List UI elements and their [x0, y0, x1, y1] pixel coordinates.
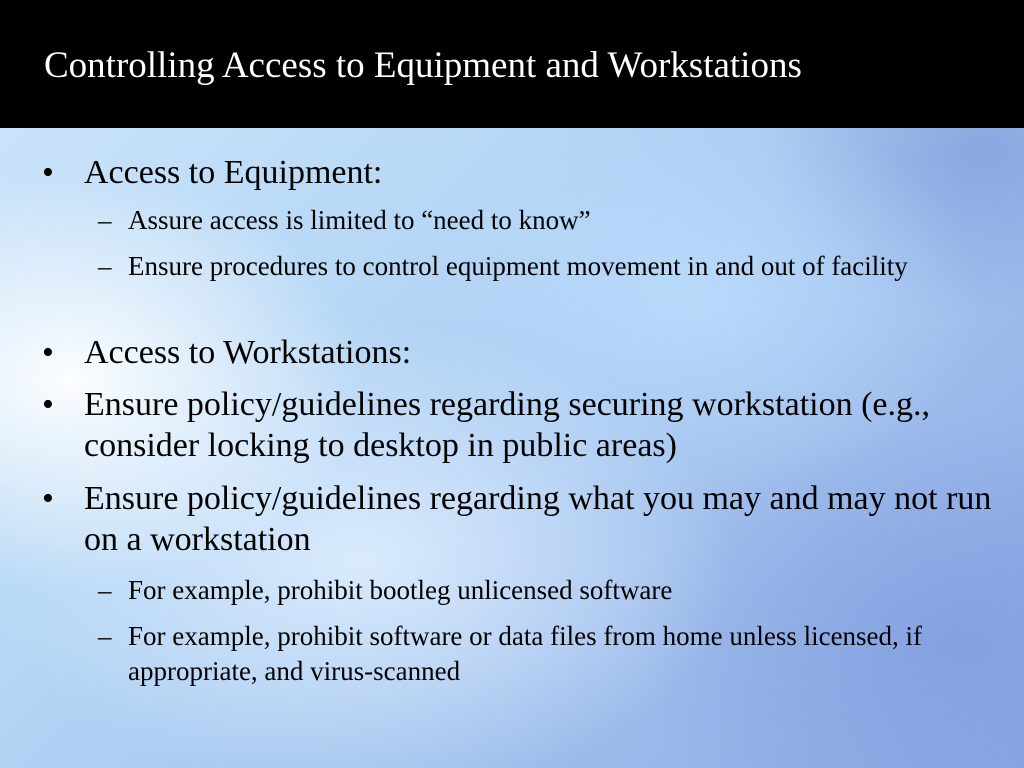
- bullet-marker: •: [42, 154, 54, 191]
- sub-bullet-text: Assure access is limited to “need to know”: [128, 205, 591, 235]
- sub-bullet-marker: –: [98, 251, 112, 281]
- sub-bullet-text: For example, prohibit bootleg unlicensed software: [128, 575, 673, 605]
- bullet-marker: •: [42, 480, 54, 517]
- bullet-text: Access to Equipment:: [84, 154, 383, 191]
- bullet-what-you-may-run: [42, 478, 994, 560]
- sub-bullet-files-from-home: [98, 619, 988, 689]
- bullet-text: Ensure policy/guidelines regarding securing workstation (e.g., consider locking to desktop in public areas): [84, 386, 930, 464]
- sub-bullet-text: Ensure procedures to control equipment movement in and out of facility: [128, 251, 908, 281]
- sub-bullet-equipment-movement: [98, 249, 988, 284]
- sub-bullet-marker: –: [98, 621, 112, 651]
- bullet-marker: •: [42, 386, 54, 423]
- sub-bullet-text: For example, prohibit software or data files from home unless licensed, if appropriate, and virus-scanned: [128, 621, 923, 686]
- bullet-access-to-workstations: [42, 332, 994, 373]
- sub-bullet-need-to-know: [98, 203, 988, 238]
- bullet-access-to-equipment: [42, 152, 994, 193]
- sub-bullet-marker: –: [98, 205, 112, 235]
- bullet-marker: •: [42, 334, 54, 371]
- sub-bullet-marker: –: [98, 575, 112, 605]
- sub-bullet-bootleg-software: [98, 573, 988, 608]
- bullet-text: Ensure policy/guidelines regarding what you may and may not run on a workstation: [84, 480, 992, 558]
- bullet-text: Access to Workstations:: [84, 334, 412, 371]
- slide-title: Controlling Access to Equipment and Workstations: [44, 45, 802, 86]
- bullet-securing-workstation: [42, 384, 994, 466]
